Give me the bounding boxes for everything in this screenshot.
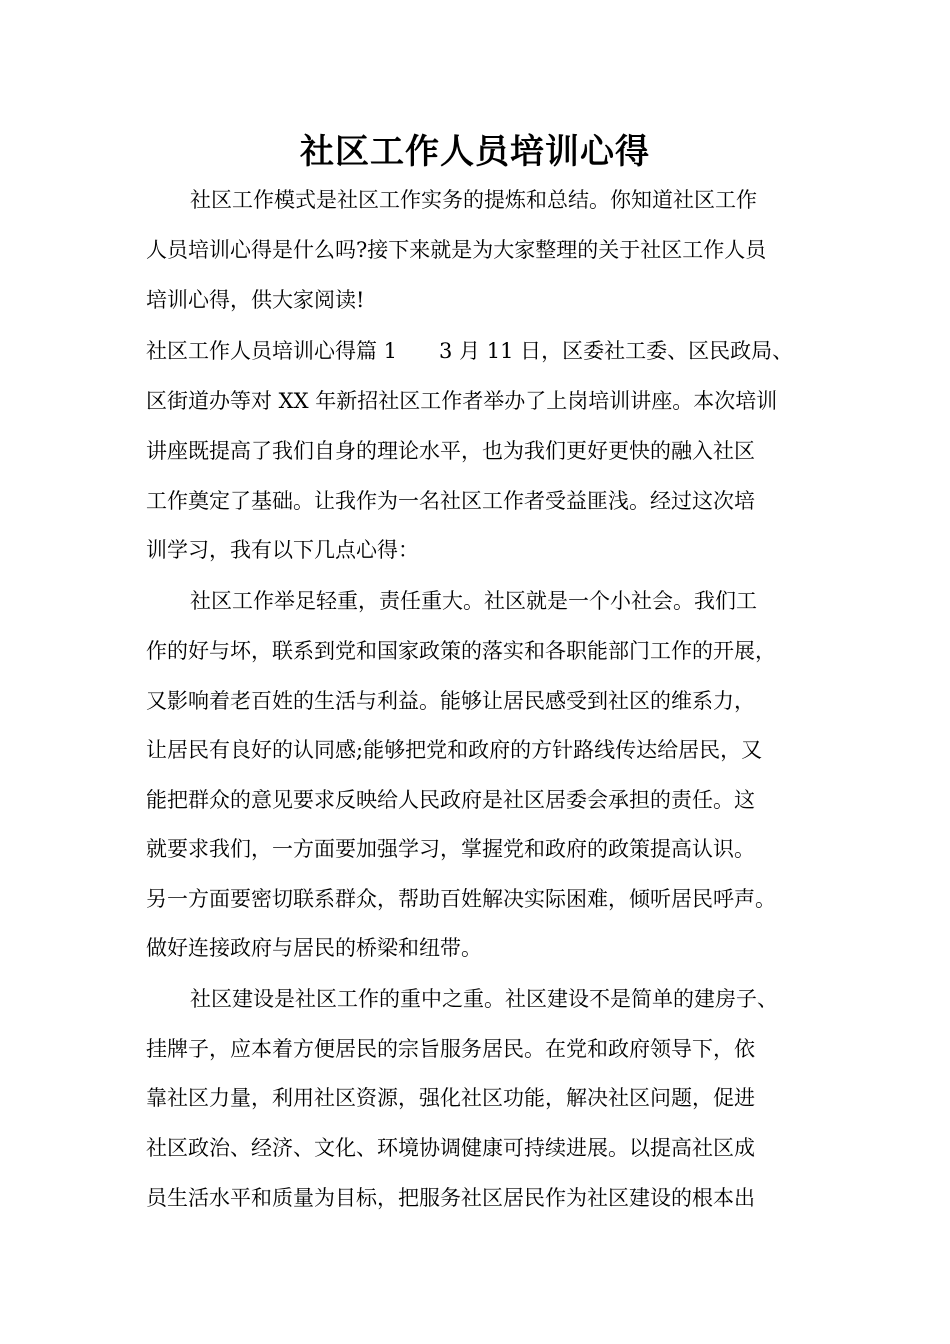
text-line: 另一方面要密切联系群众，帮助百姓解决实际困难，倾听居民呼声。 (146, 887, 776, 911)
text-line: 员生活水平和质量为目标，把服务社区居民作为社区建设的根本出 (146, 1186, 755, 1210)
text-line: 作的好与坏，联系到党和国家政策的落实和各职能部门工作的开展， (146, 639, 776, 663)
document-title: 社区工作人员培训心得 (300, 132, 650, 172)
text-line: 人员培训心得是什么吗?接下来就是为大家整理的关于社区工作人员 (146, 238, 767, 262)
text-line: 挂牌子，应本着方便居民的宗旨服务居民。在党和政府领导下，依 (146, 1037, 755, 1061)
text-line: 训学习，我有以下几点心得： (146, 538, 419, 562)
text-line: 区街道办等对 XX 年新招社区工作者举办了上岗培训讲座。本次培训 (146, 389, 778, 413)
text-line: 工作奠定了基础。让我作为一名社区工作者受益匪浅。经过这次培 (146, 489, 755, 513)
text-line: 又影响着老百姓的生活与利益。能够让居民感受到社区的维系力， (146, 689, 755, 713)
text-line: 让居民有良好的认同感;能够把党和政府的方针路线传达给居民，又 (146, 738, 763, 762)
text-line: 能把群众的意见要求反映给人民政府是社区居委会承担的责任。这 (146, 788, 755, 812)
text-line: 社区政治、经济、文化、环境协调健康可持续进展。以提高社区成 (146, 1136, 755, 1160)
text-line: 讲座既提高了我们自身的理论水平，也为我们更好更快的融入社区 (146, 439, 755, 463)
text-line: 社区工作人员培训心得篇 1 3 月 11 日，区委社工委、区民政局、 (146, 339, 794, 363)
text-line: 靠社区力量，利用社区资源，强化社区功能，解决社区问题，促进 (146, 1086, 755, 1110)
text-line: 就要求我们，一方面要加强学习，掌握党和政府的政策提高认识。 (146, 837, 755, 861)
text-line: 社区建设是社区工作的重中之重。社区建设不是简单的建房子、 (190, 987, 778, 1011)
text-line: 培训心得，供大家阅读! (146, 288, 365, 312)
text-line: 社区工作举足轻重，责任重大。社区就是一个小社会。我们工 (190, 589, 757, 613)
text-line: 做好连接政府与居民的桥梁和纽带。 (146, 936, 482, 960)
text-line: 社区工作模式是社区工作实务的提炼和总结。你知道社区工作 (190, 188, 757, 212)
